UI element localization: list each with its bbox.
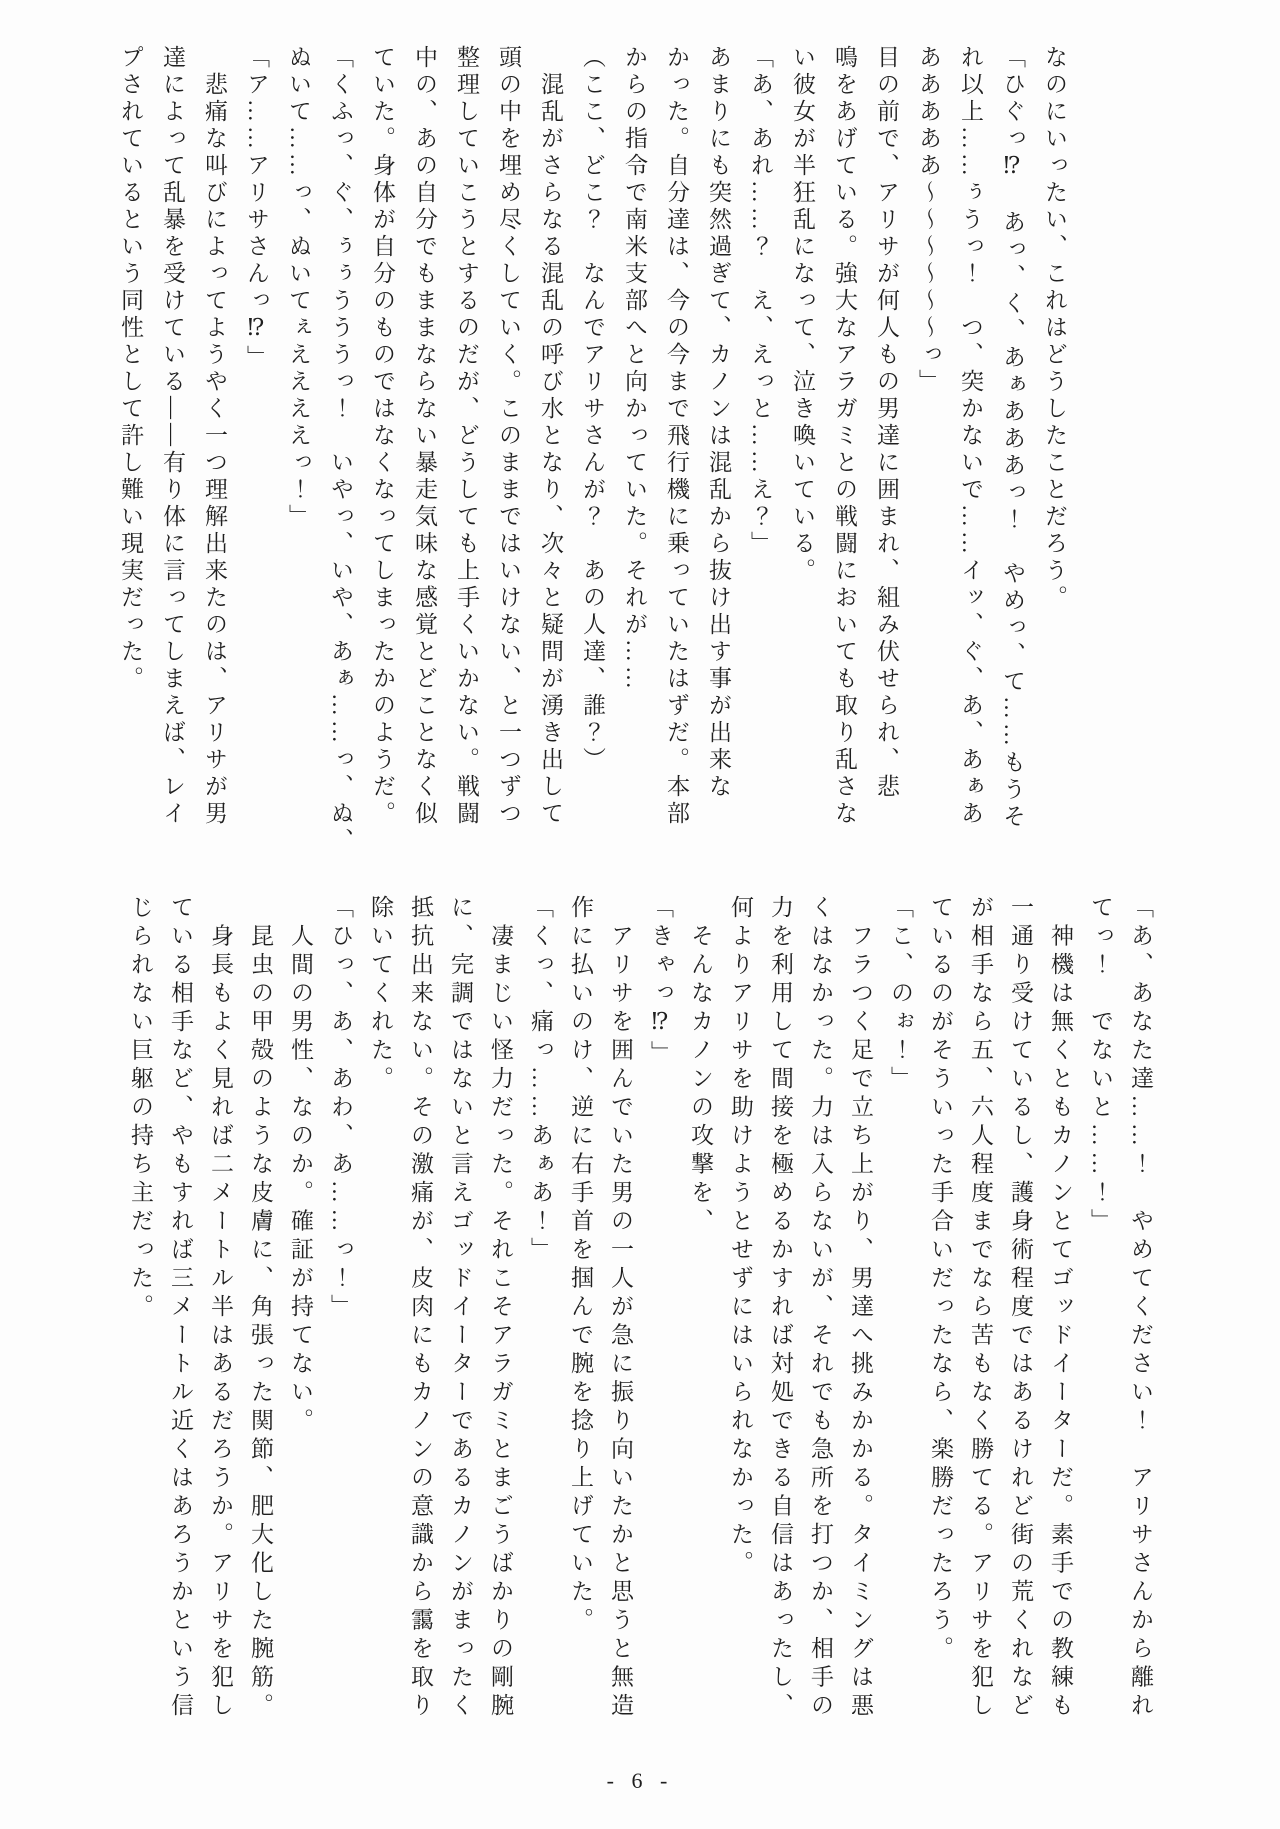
text-column: あああああ～～～～～～っ」 [916,45,941,396]
text-column: じられない巨躯の持ち主だった。 [128,895,153,1323]
text-column: 整理していこうとするのだが、どうしても上手くいかない。戦闘 [454,45,479,828]
bottom-text-block [120,895,1160,1763]
text-column: 悲痛な叫びによってようやく一つ理解出来たのは、アリサが男 [202,45,227,828]
text-column: 身長もよく見れば二メートル半はあるだろうか。アリサを犯し [208,895,233,1722]
text-column: 何よりアリサを助けようとせずにはいられなかった。 [728,895,753,1579]
text-column: ていた。身体が自分のものではなくなってしまったかのようだ。 [370,45,395,828]
text-column: 中の、あの自分でもままならない暴走気味な感覚とどことなく似 [412,45,437,828]
text-column: なのにいったい、これはどうしたことだろう。 [1042,45,1067,612]
text-column: そんなカノンの攻撃を、 [688,895,713,1237]
page-number: - 6 - [606,1768,674,1793]
text-column: 神機は無くともカノンとてゴッドイーターだ。素手での教練も [1048,895,1073,1722]
text-column: 凄まじい怪力だった。それこそアラガミとまごうばかりの剛腕 [488,895,513,1722]
text-column: 「くふっ、ぐ、ぅぅうううっ！ いやっ、いや、あぁ……っ、ぬ、 [328,45,353,855]
text-column: （ここ、どこ？ なんでアリサさんが？ あの人達、誰？） [580,45,605,774]
text-column: 「ひぐっ⁉ あっ、く、あぁあああっ！ やめっ、て……もうそ [1000,45,1025,831]
text-column: 「くっ、痛っ……あぁあ！」 [528,895,553,1266]
text-column: 力を利用して間接を極めるかすれば対処できる自信はあったし、 [768,895,793,1722]
text-column: からの指令で南米支部へと向かっていた。それが…… [622,45,647,693]
text-column: 鳴をあげている。強大なアラガミとの戦闘においても取り乱さな [832,45,857,828]
text-column: 一通り受けているし、護身術程度ではあるけれど街の荒くれなど [1008,895,1033,1722]
text-column: くはなかった。力は入らないが、それでも急所を打つか、相手の [808,895,833,1722]
text-column: フラつく足で立ち上がり、男達へ挑みかかる。タイミングは悪 [848,895,873,1722]
text-column: アリサを囲んでいた男の一人が急に振り向いたかと思うと無造 [608,895,633,1722]
text-column: に、完調ではないと言えゴッドイーターであるカノンがまったく [448,895,473,1722]
text-column: ぬいて……っ、ぬいてぇええええっ！」 [286,45,311,531]
text-column: 作に払いのけ、逆に右手首を掴んで腕を捻り上げていた。 [568,895,593,1636]
text-column: 人間の男性、なのか。確証が持てない。 [288,895,313,1437]
text-column: 頭の中を埋め尽くしていく。このままではいけない、と一つずつ [496,45,521,828]
text-column: 抵抗出来ない。その激痛が、皮肉にもカノンの意識から靄を取り [408,895,433,1722]
text-column: 昆虫の甲殻のような皮膚に、角張った関節、肥大化した腕筋。 [248,895,273,1722]
text-column: プされているという同性として許し難い現実だった。 [118,45,143,693]
text-column: 達によって乱暴を受けている——有り体に言ってしまえば、レイ [160,45,185,828]
text-column: ているのがそういった手合いだったなら、楽勝だったろう。 [928,895,953,1665]
text-column: 「ア……アリサさんっ⁉」 [244,45,269,372]
text-column: 目の前で、アリサが何人もの男達に囲まれ、組み伏せられ、悲 [874,45,899,801]
text-column: 「あ、あれ……？ え、えっと……え？」 [748,45,773,558]
text-column: ている相手など、やもすれば三メートル近くはあろうかという信 [168,895,193,1722]
text-column: い彼女が半狂乱になって、泣き喚いている。 [790,45,815,585]
text-column: てっ！ でないと……！」 [1088,895,1113,1237]
text-column: れ以上……ぅうっ！ つ、突かないで……イッ、ぐ、あ、あぁあ [958,45,983,828]
text-column: かった。自分達は、今の今まで飛行機に乗っていたはずだ。本部 [664,45,689,828]
text-column: 「こ、のぉ！」 [888,895,913,1095]
top-text-block [109,45,1075,855]
text-column: が相手なら五、六人程度までなら苦もなく勝てる。アリサを犯し [968,895,993,1722]
text-column: 「ひっ、あ、あわ、あ……っ！」 [328,895,353,1323]
text-column: 除いてくれた。 [368,895,393,1095]
text-column: 混乱がさらなる混乱の呼び水となり、次々と疑問が湧き出して [538,45,563,828]
text-column: 「きゃっ⁉」 [648,895,673,1069]
text-column: あまりにも突然過ぎて、カノンは混乱から抜け出す事が出来な [706,45,731,801]
text-column: 「あ、あなた達……！ やめてください！ アリサさんから離れ [1128,895,1153,1722]
